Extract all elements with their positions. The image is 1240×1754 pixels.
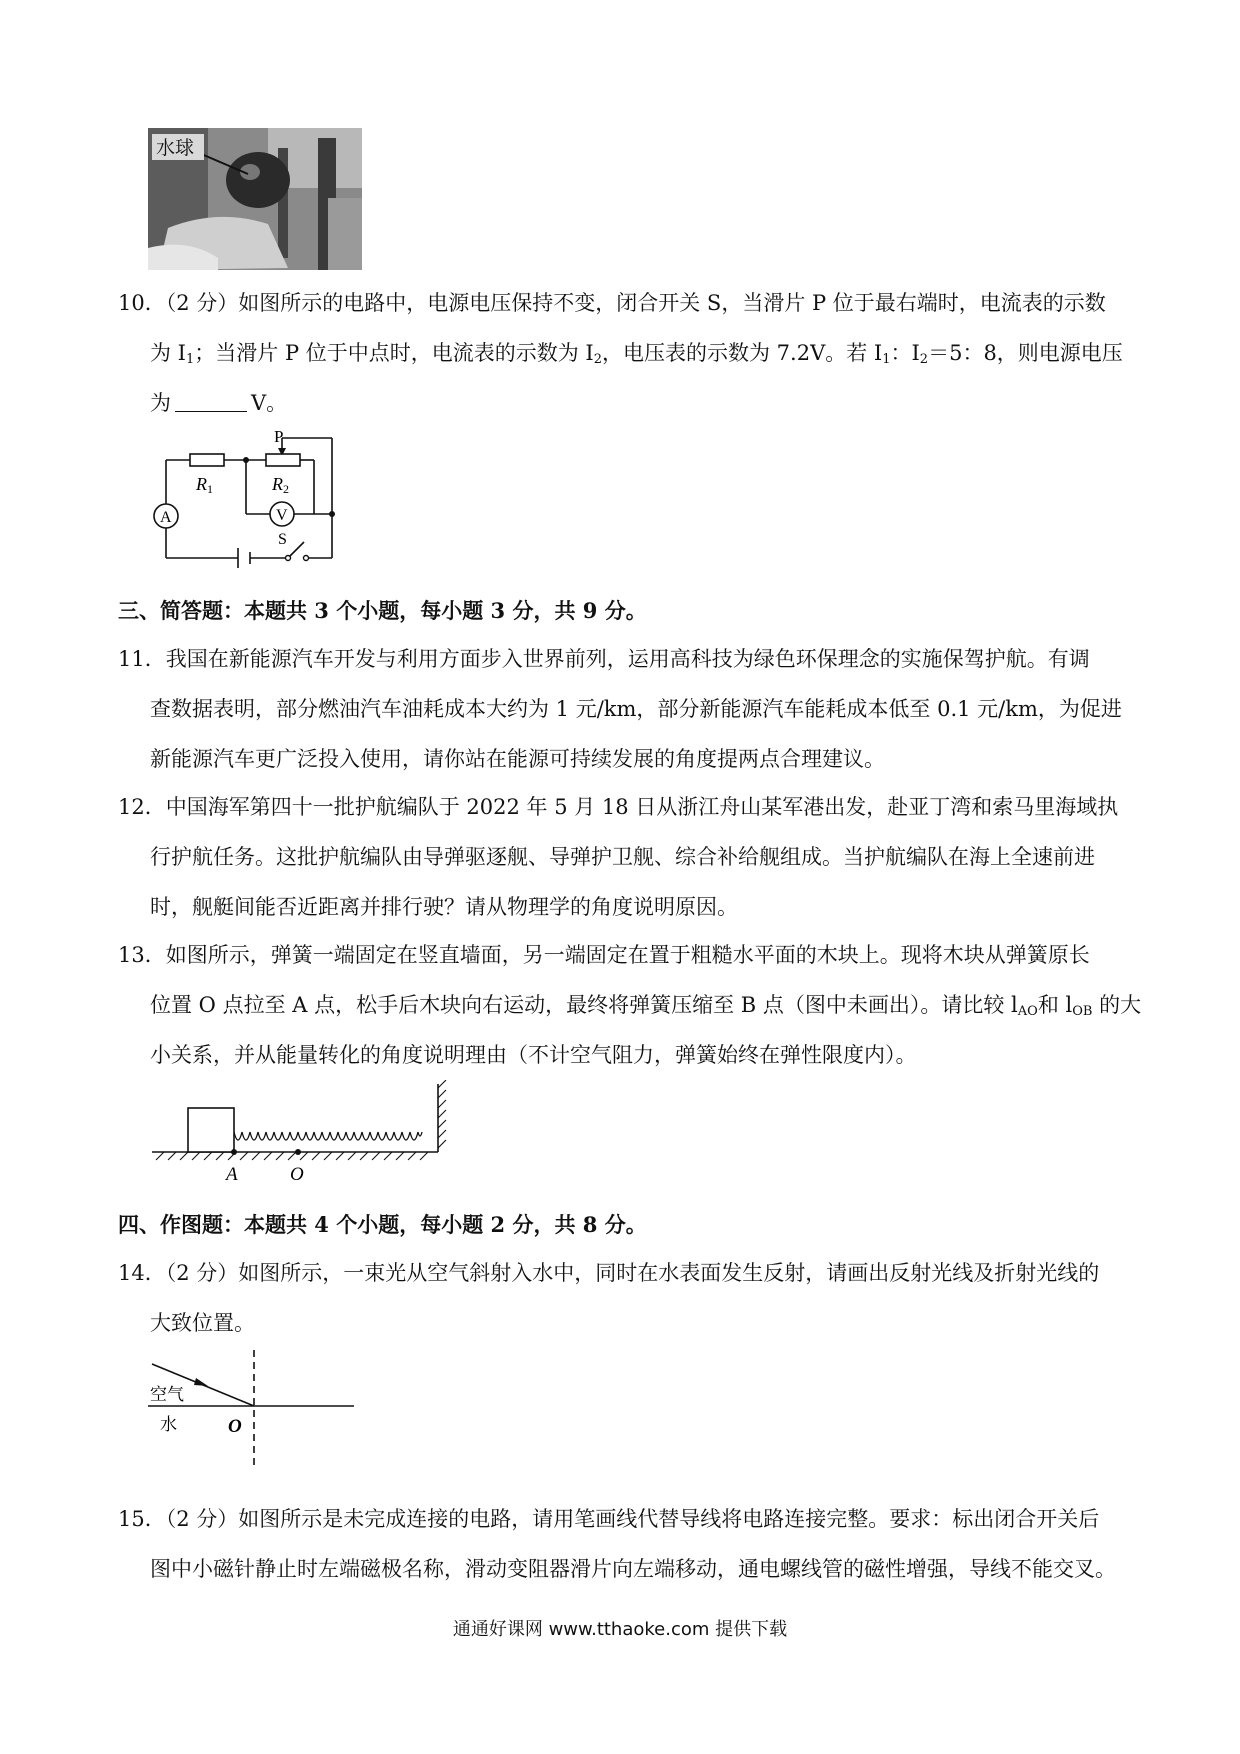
- water-label: 水: [160, 1415, 177, 1435]
- subscript: 2: [919, 352, 929, 367]
- q10-text: 为: [150, 391, 171, 415]
- subscript: 1: [185, 352, 195, 367]
- q12-line1: 12．中国海军第四十一批护航编队于 2022 年 5 月 18 日从浙江舟山某军港出发，赴亚丁湾和索马里海域执: [118, 795, 1119, 819]
- voltmeter-label: V: [276, 507, 288, 524]
- q10-text: 为 I: [150, 341, 186, 365]
- q10-text: ，电压表的示数为 7.2V。若 I: [602, 341, 883, 365]
- resistor-r1: [190, 454, 224, 466]
- q11-line3: 新能源汽车更广泛投入使用，请你站在能源可持续发展的角度提两点合理建议。: [150, 747, 885, 771]
- q10-text: ＝5：8，则电源电压: [928, 341, 1123, 365]
- q13-line1: 13．如图所示，弹簧一端固定在竖直墙面，另一端固定在置于粗糙水平面的木块上。现将木块从弹簧原长: [118, 943, 1090, 967]
- q14-line1: 14．（2 分）如图所示，一束光从空气斜射入水中，同时在水表面发生反射，请画出反射光线及折射光线的: [118, 1261, 1100, 1285]
- q14-line2: 大致位置。: [150, 1311, 255, 1335]
- q11-line2: 查数据表明，部分燃油汽车油耗成本大约为 1 元/km，部分新能源汽车能耗成本低至 0.1 元/km，为促进: [150, 697, 1122, 721]
- point-a-label: A: [226, 1164, 238, 1185]
- q13-text: 和 l: [1037, 993, 1073, 1017]
- subscript: OB: [1072, 1004, 1093, 1019]
- answer-blank[interactable]: [175, 391, 247, 412]
- water-ball-label: 水球: [156, 137, 195, 159]
- air-label: 空气: [150, 1385, 184, 1405]
- q13-line2: [150, 990, 1160, 1027]
- section3-title: 三、简答题：本题共 3 个小题，每小题 3 分，共 9 分。: [118, 598, 647, 623]
- water-ball-photo: [148, 128, 362, 270]
- q13-text: 的大: [1092, 993, 1142, 1017]
- q10-text: V。: [251, 391, 288, 415]
- q15-line1: 15．（2 分）如图所示是未完成连接的电路，请用笔画线代替导线将电路连接完整。要求：标出闭合开关后: [118, 1507, 1100, 1531]
- q12-line3: 时，舰艇间能否近距离并排行驶？请从物理学的角度说明原因。: [150, 895, 738, 919]
- point-o-label: O: [228, 1416, 242, 1437]
- slider-label: P: [274, 428, 284, 446]
- switch-label: S: [278, 531, 287, 548]
- r1-label: R1: [196, 474, 213, 496]
- q10-text: ：I: [890, 341, 920, 365]
- subscript: 2: [593, 352, 602, 367]
- section4-title: 四、作图题：本题共 4 个小题，每小题 2 分，共 8 分。: [118, 1212, 647, 1237]
- page-footer: 通通好课网 www.tthaoke.com 提供下载: [452, 1619, 788, 1640]
- q13-spring-diagram: [148, 1080, 458, 1188]
- q10-line3: [150, 388, 1160, 418]
- ammeter-label: A: [160, 509, 172, 526]
- q14-light-diagram: [148, 1348, 358, 1472]
- q10-line2: [150, 338, 1160, 375]
- wooden-block: [188, 1108, 234, 1152]
- q10-line1: 10．（2 分）如图所示的电路中，电源电压保持不变，闭合开关 S，当滑片 P 位于最右端时，电流表的示数: [118, 291, 1106, 315]
- q10-circuit-diagram: [148, 428, 348, 570]
- q15-line2: 图中小磁针静止时左端磁极名称，滑动变阻器滑片向左端移动，通电螺线管的磁性增强，导线不能交叉。: [150, 1557, 1116, 1581]
- subscript: 1: [882, 352, 891, 367]
- spring: [234, 1132, 422, 1140]
- q10-text: ；当滑片 P 位于中点时，电流表的示数为 I: [194, 341, 594, 365]
- point-o-label: O: [290, 1164, 304, 1185]
- q13-text: 位置 O 点拉至 A 点，松手后木块向右运动，最终将弹簧压缩至 B 点（图中未画出）。请比较 l: [150, 993, 1018, 1017]
- q12-line2: 行护航任务。这批护航编队由导弹驱逐舰、导弹护卫舰、综合补给舰组成。当护航编队在海上全速前进: [150, 845, 1095, 869]
- q13-line3: 小关系，并从能量转化的角度说明理由（不计空气阻力，弹簧始终在弹性限度内）。: [150, 1043, 917, 1067]
- subscript: AO: [1017, 1004, 1038, 1019]
- r2-label: R2: [272, 474, 289, 496]
- q11-line1: 11．我国在新能源汽车开发与利用方面步入世界前列，运用高科技为绿色环保理念的实施保驾护航。有调: [118, 647, 1090, 671]
- rheostat-r2: [266, 454, 300, 466]
